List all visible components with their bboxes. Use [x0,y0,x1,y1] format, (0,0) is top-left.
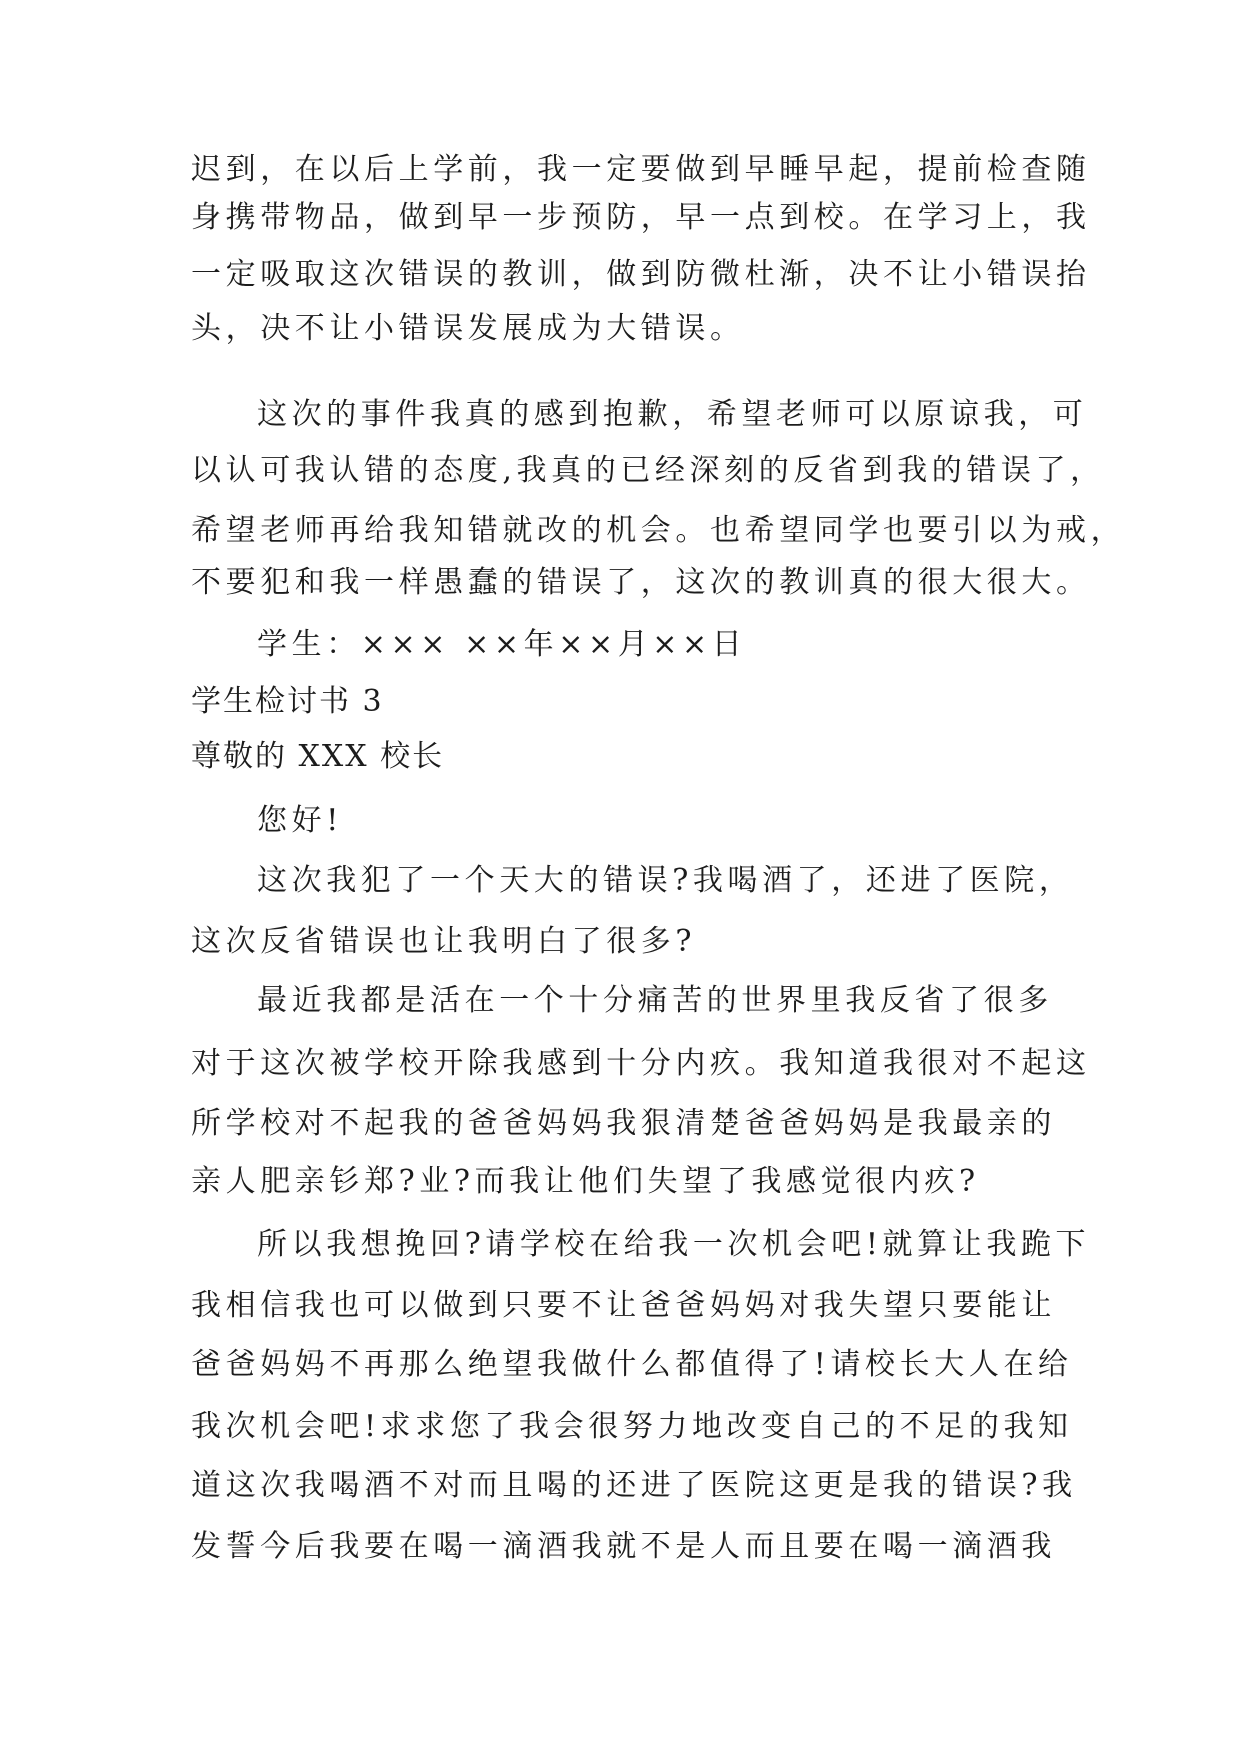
text-line: 这次反省错误也让我明白了很多? [191,924,697,959]
text-line: 这次的事件我真的感到抱歉，希望老师可以原谅我，可 [257,397,1088,432]
greeting: 您好! [257,803,343,838]
text-line: 迟到，在以后上学前，我一定要做到早睡早起，提前检查随 [191,152,1091,187]
text-line: 我次机会吧!求求您了我会很努力地改变自己的不足的我知 [191,1409,1073,1444]
text-line: 一定吸取这次错误的教训，做到防微杜渐，决不让小错误抬 [191,257,1091,292]
text-line: 我相信我也可以做到只要不让爸爸妈妈对我失望只要能让 [191,1288,1056,1323]
signature-line: 学生：××× ××年××月××日 [257,627,747,662]
text-line: 所学校对不起我的爸爸妈妈我狠清楚爸爸妈妈是我最亲的 [191,1106,1056,1141]
text-line: 希望老师再给我知错就改的机会。也希望同学也要引以为戒， [191,513,1126,548]
text-line: 道这次我喝酒不对而且喝的还进了医院这更是我的错误?我 [191,1468,1077,1503]
text-line: 亲人肥亲钐郑?业?而我让他们失望了我感觉很内疚? [191,1164,980,1199]
text-line: 身携带物品，做到早一步预防，早一点到校。在学习上，我 [191,200,1091,235]
text-line: 不要犯和我一样愚蠢的错误了，这次的教训真的很大很大。 [191,565,1091,600]
text-line: 最近我都是活在一个十分痛苦的世界里我反省了很多 [257,983,1053,1018]
text-line: 发誓今后我要在喝一滴酒我就不是人而且要在喝一滴酒我 [191,1529,1056,1564]
text-line: 爸爸妈妈不再那么绝望我做什么都值得了!请校长大人在给 [191,1347,1073,1382]
section-heading: 学生检讨书 3 [191,684,384,719]
text-line: 对于这次被学校开除我感到十分内疚。我知道我很对不起这 [191,1046,1091,1081]
text-line: 头，决不让小错误发展成为大错误。 [191,311,745,346]
text-line: 以认可我认错的态度,我真的已经深刻的反省到我的错误了， [191,453,1105,488]
salutation: 尊敬的 XXX 校长 [191,739,445,774]
text-line: 所以我想挽回?请学校在给我一次机会吧!就算让我跪下 [257,1227,1091,1262]
text-line: 这次我犯了一个天大的错误?我喝酒了，还进了医院， [257,863,1074,898]
